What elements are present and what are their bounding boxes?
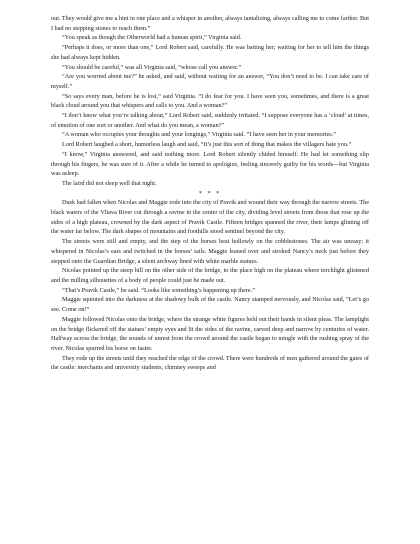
paragraph: “I know,” Virginia answered, and said nothing more. Lord Robert silently chided himself. He had let something slip through his fingers, he was sure of it. After a while he turned to apologize, feeling sincerely guilty for his words—but Virginia was asleep. [51, 150, 369, 178]
paragraph: The laird did not sleep well that night. [62, 179, 157, 187]
paragraph: Maggie squinted into the darkness at the shadowy bulk of the castle. Nancy stamped nervously, and Nicolas said, “Let’s go see. Come on!” [51, 296, 369, 314]
body-text [51, 14, 369, 373]
paragraph: “You speak as though the Otherworld had a human spirit,” Virginia said. [62, 34, 242, 42]
paragraph: “Perhaps it does, or more than one,” Lord Robert said, carefully. He was baiting her; waiting for her to tell him the things she had always kept hidden. [51, 44, 369, 61]
paragraph: Nicolas pointed up the steep hill on the other side of the bridge, to the place high on the plateau where torchlight glistened and the milling silhouettes of a body of people could just be made out. [51, 267, 369, 284]
paragraph: “A woman who occupies your thoughts and your longings,” Virginia said. “I have seen her in your memories.” [62, 131, 336, 139]
paragraph: “So says every man, before he is lost,” said Virginia. “I do fear for you. I have seen you, sometimes, and there is a great black cloud around you that whispers and calls to you. And a woman?” [51, 92, 369, 110]
paragraph: “I don’t know what you’re talking about,” Lord Robert said, suddenly irritated. “I suppose everyone has a ‘cloud’ at times, of emotion of one sort or another. And what do you mean, a woman?” [51, 112, 369, 129]
paragraph: They rode up the streets until they reached the edge of the crowd. There were hundreds of men gathered around the gates of the castle: merchants and university students, chimney sweeps and [51, 354, 369, 372]
paragraph: “Are you worried about me?” he asked, and said, without waiting for an answer, “You don’t need to be. I can take care of myself.” [51, 73, 369, 90]
paragraph: out. They would give me a hint in one place and a whisper in another, always tantalizing, always calling me to come farther. But I had no stepping stones to reach them.” [51, 15, 369, 32]
paragraph: Lord Robert laughed a short, humorless laugh and said, “It’s just this sort of thing that makes the villagers hate you.” [62, 141, 352, 149]
paragraph: Dusk had fallen when Nicolas and Maggie rode into the city of Pravik and wound their way through the narrow streets. The black waters of the Vltava River cut through a ravine in the center of the city, dividing level streets from those that rose up the sides of a high plateau, crowned by the dark aspect of Pravik Castle. Fifteen bridges spanned the river, their lamps glinting off the water far below. The dark shapes of mountains and foothills stood sentinel beyond the city. [51, 199, 369, 236]
paragraph: Maggie followed Nicolas onto the bridge, where the strange white figures held out their hands in silent pleas. The lamplight on the bridge flickered off the statues’ empty eyes and lit the sides of the ravine, carved deep and narrow by centuries of water. Halfway across the bridge, the sounds of unrest from the crowd around the castle began to mingle with the rushing spray of the river. Nicolas spurred his horse on faster. [51, 315, 369, 352]
scene-break: * * * [198, 189, 222, 197]
paragraph: The streets were still and empty, and the step of the horses beat hollowly on the cobblestones. The air was uneasy; it whispered in Nicolas’s ears and twitched in the horses’ tails. Maggie leaned over and stroked Nancy’s neck just before they stepped onto the Guardian Bridge, a silent archway lined with white marble statues. [51, 238, 369, 265]
paragraph: “You should be careful,” was all Virginia said, “whose call you answer.” [62, 63, 242, 71]
paragraph: “That’s Pravik Castle,” he said. “Looks like something’s happening up there.” [62, 286, 255, 294]
